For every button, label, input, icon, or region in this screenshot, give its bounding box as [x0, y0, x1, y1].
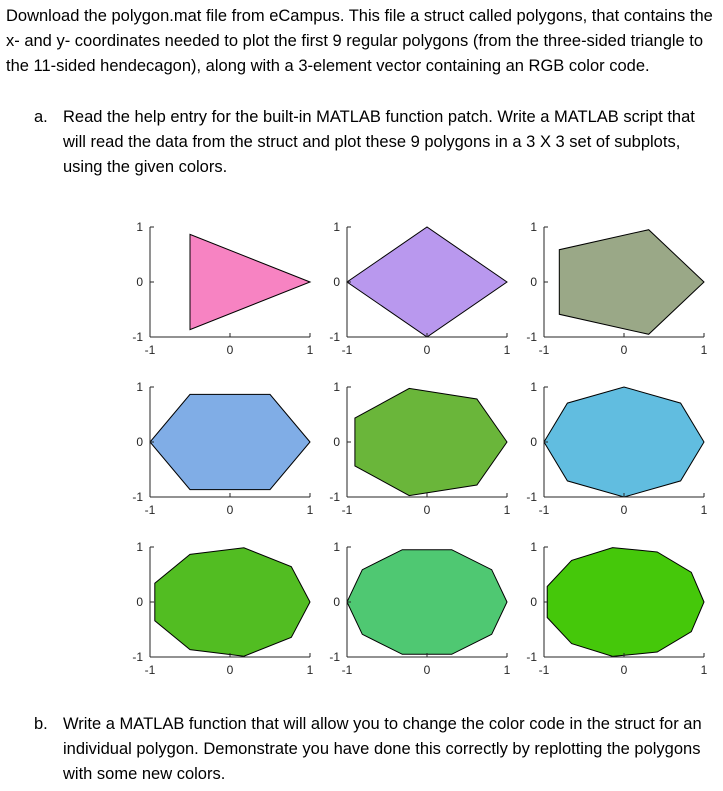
y-tick-label: 1 — [333, 540, 340, 554]
polygon-hexagon — [150, 394, 310, 489]
x-tick-label: -1 — [144, 663, 156, 677]
x-tick-label: -1 — [144, 503, 156, 517]
polygon-subplot-figure — [130, 210, 708, 697]
y-tick-label: 1 — [136, 540, 143, 554]
x-tick-label: 0 — [620, 343, 628, 357]
y-tick-label: -1 — [132, 490, 143, 504]
x-tick-label: 0 — [226, 663, 234, 677]
y-tick-label: -1 — [329, 490, 340, 504]
y-tick-label: 1 — [530, 540, 537, 554]
polygon-nonagon — [155, 548, 310, 656]
polygon-pentagon — [559, 230, 704, 335]
subplot-heptagon — [329, 380, 510, 517]
y-tick-label: 0 — [530, 595, 537, 609]
y-tick-label: -1 — [329, 330, 340, 344]
subplot-square — [329, 220, 510, 357]
subplot-hexagon — [132, 380, 313, 517]
x-tick-label: 1 — [306, 343, 314, 357]
subplot-pentagon — [526, 220, 707, 357]
list-marker-b: b. — [34, 715, 48, 733]
list-marker-a: a. — [34, 108, 48, 126]
y-tick-label: 0 — [136, 435, 143, 449]
y-tick-label: -1 — [526, 650, 537, 664]
list-text-a: Read the help entry for the built-in MATLAB function patch. Write a MATLAB script that will read the data from the struct and plot these 9 polygons in a 3 X 3 set of subplots, using the given colors. — [63, 108, 695, 176]
x-tick-label: 0 — [423, 503, 431, 517]
y-tick-label: 1 — [333, 380, 340, 394]
y-tick-label: -1 — [526, 490, 537, 504]
x-tick-label: 0 — [423, 343, 431, 357]
x-tick-label: -1 — [538, 663, 550, 677]
x-tick-label: -1 — [341, 663, 353, 677]
list-text-b: Write a MATLAB function that will allow you to change the color code in the struct for an individual polygon. Demonstrate you have done this correctly by replotting the polygons with some new colors. — [63, 715, 702, 783]
x-tick-label: 0 — [620, 503, 628, 517]
y-tick-label: -1 — [132, 330, 143, 344]
x-tick-label: -1 — [341, 503, 353, 517]
x-tick-label: 1 — [503, 343, 511, 357]
y-tick-label: 1 — [136, 380, 143, 394]
intro-paragraph: Download the polygon.mat file from eCampus. This file a struct called polygons, that contains the x- and y- coordinates needed to plot the first 9 regular polygons (from the three-sided triangle to the 11-sided hendecagon), along with a 3-element vector containing an RGB color code. — [6, 7, 713, 75]
x-tick-label: 0 — [226, 503, 234, 517]
x-tick-label: -1 — [538, 343, 550, 357]
x-tick-label: 1 — [503, 663, 511, 677]
polygon-hendecagon — [547, 548, 704, 657]
subplot-decagon — [329, 540, 510, 677]
y-tick-label: -1 — [526, 330, 537, 344]
x-tick-label: -1 — [144, 343, 156, 357]
x-tick-label: 1 — [700, 503, 708, 517]
y-tick-label: 1 — [136, 220, 143, 234]
y-tick-label: 0 — [530, 435, 537, 449]
x-tick-label: 1 — [306, 663, 314, 677]
subplot-triangle — [132, 220, 313, 357]
x-tick-label: 0 — [423, 663, 431, 677]
y-tick-label: 0 — [530, 275, 537, 289]
x-tick-label: 1 — [306, 503, 314, 517]
x-tick-label: -1 — [341, 343, 353, 357]
polygon-decagon — [347, 550, 507, 655]
x-tick-label: -1 — [538, 503, 550, 517]
x-tick-label: 1 — [503, 503, 511, 517]
y-tick-label: -1 — [329, 650, 340, 664]
polygon-octagon — [544, 387, 704, 497]
subplot-nonagon — [132, 540, 313, 677]
x-tick-label: 0 — [226, 343, 234, 357]
x-tick-label: 0 — [620, 663, 628, 677]
x-tick-label: 1 — [700, 343, 708, 357]
y-tick-label: -1 — [132, 650, 143, 664]
y-tick-label: 0 — [136, 275, 143, 289]
y-tick-label: 0 — [333, 275, 340, 289]
x-tick-label: 1 — [700, 663, 708, 677]
polygon-heptagon — [355, 388, 507, 495]
y-tick-label: 0 — [333, 435, 340, 449]
y-tick-label: 1 — [530, 380, 537, 394]
y-tick-label: 0 — [333, 595, 340, 609]
y-tick-label: 1 — [530, 220, 537, 234]
subplot-hendecagon — [526, 540, 707, 677]
y-tick-label: 1 — [333, 220, 340, 234]
polygon-square — [347, 227, 507, 337]
subplot-octagon — [526, 380, 707, 517]
subplot-grid-svg — [130, 210, 708, 692]
polygon-triangle — [190, 234, 310, 329]
y-tick-label: 0 — [136, 595, 143, 609]
